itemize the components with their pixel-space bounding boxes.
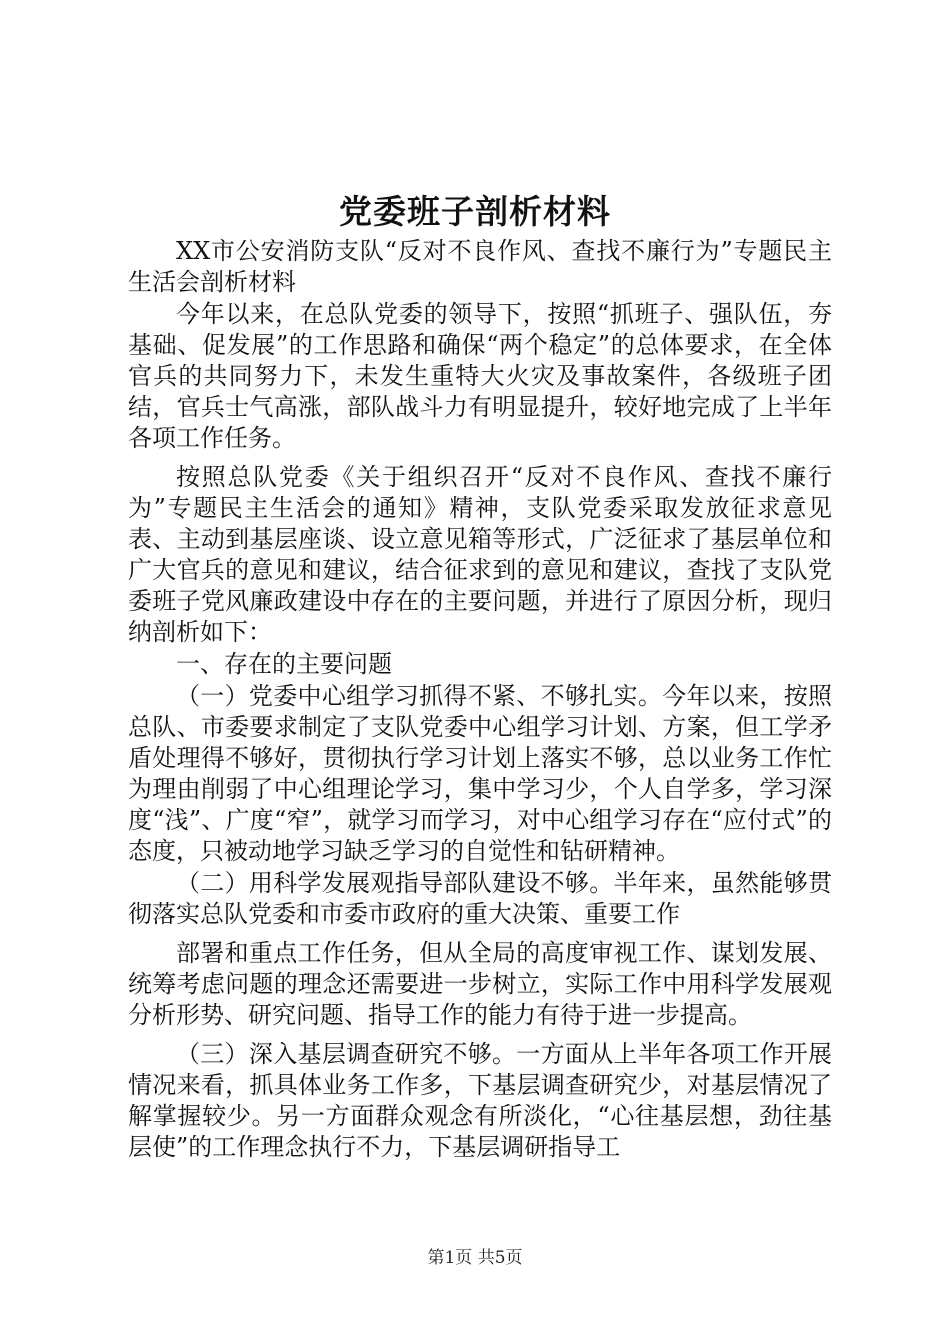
paragraph-intro: 今年以来，在总队党委的领导下，按照“抓班子、强队伍，夯基础、促发展”的工作思路和确保“两个稳定”的总体要求，在全体官兵的共同努力下，未发生重特大火灾及事故案件，各级班子团结，官兵士气高涨，部队战斗力有明显提升，较好地完成了上半年各项工作任务。 [128, 300, 832, 452]
paragraph-subtitle: XX市公安消防支队“反对不良作风、查找不廉行为”专题民主生活会剖析材料 [128, 237, 832, 296]
section-heading: 一、存在的主要问题 [176, 650, 392, 678]
paragraph-issue-2-cont: 部署和重点工作任务，但从全局的高度审视工作、谋划发展、统筹考虑问题的理念还需要进一步树立，实际工作中用科学发展观分析形势、研究问题、指导工作的能力有待于进一步提高。 [128, 939, 832, 1029]
paragraph-method: 按照总队党委《关于组织召开“反对不良作风、查找不廉行为”专题民主生活会的通知》精神，支队党委采取发放征求意见表、主动到基层座谈、设立意见箱等形式，广泛征求了基层单位和广大官兵的意见和建议，结合征求到的意见和建议，查找了支队党委班子党风廉政建设中存在的主要问题，并进行了原因分析，现归纳剖析如下： [128, 463, 832, 646]
document-title: 党委班子剖析材料 [339, 192, 611, 231]
page-number-footer: 第1页 共5页 [427, 1248, 523, 1268]
document-body [128, 236, 832, 1163]
paragraph-issue-3: （三）深入基层调查研究不够。一方面从上半年各项工作开展情况来看，抓具体业务工作多，下基层调查研究少，对基层情况了解掌握较少。另一方面群众观念有所淡化，“心往基层想，劲往基层使”的工作理念执行不力，下基层调研指导工 [128, 1040, 832, 1161]
paragraph-issue-1: （一）党委中心组学习抓得不紧、不够扎实。今年以来，按照总队、市委要求制定了支队党委中心组学习计划、方案，但工学矛盾处理得不够好，贯彻执行学习计划上落实不够，总以业务工作忙为理由削弱了中心组理论学习，集中学习少，个人自学多，学习深度“浅”、广度“窄”，就学习而学习，对中心组学习存在“应付式”的态度，只被动地学习缺乏学习的自觉性和钻研精神。 [128, 682, 832, 865]
paragraph-issue-2: （二）用科学发展观指导部队建设不够。半年来，虽然能够贯彻落实总队党委和市委市政府的重大决策、重要工作 [128, 869, 832, 928]
